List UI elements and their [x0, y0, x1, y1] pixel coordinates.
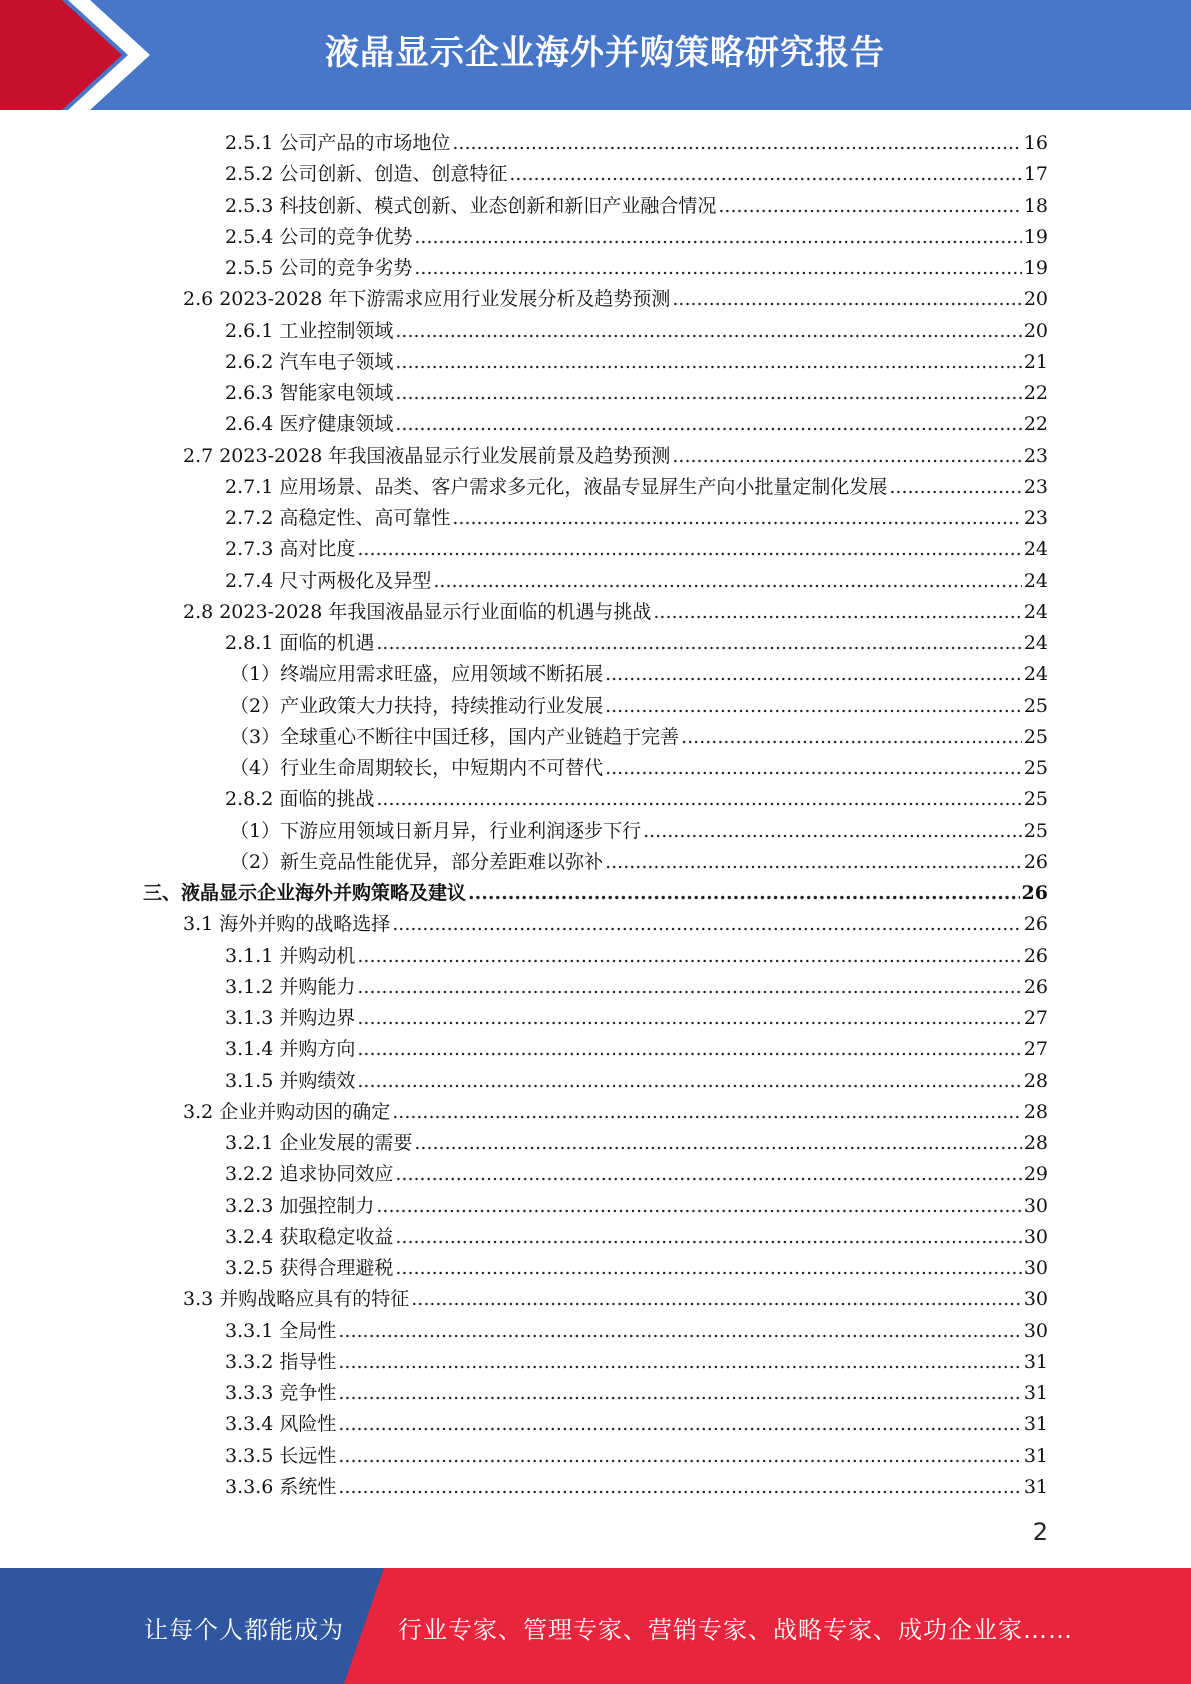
toc-entry-label: 长远性	[279, 1444, 337, 1467]
toc-leader-dots	[392, 909, 1022, 940]
toc-entry-page: 24	[1023, 538, 1048, 561]
toc-leader-dots	[395, 1222, 1021, 1253]
toc-entry-page: 20	[1023, 288, 1048, 311]
toc-entry[interactable]	[230, 722, 1048, 753]
toc-entry-number: 3.2.2	[225, 1163, 274, 1186]
toc-entry-page: 20	[1023, 319, 1048, 342]
toc-leader-dots	[395, 409, 1021, 440]
toc-entry-page: 21	[1023, 350, 1048, 373]
toc-entry-label: 加强控制力	[279, 1194, 375, 1217]
toc-leader-dots	[376, 628, 1021, 659]
toc-entry[interactable]	[183, 1284, 1048, 1315]
toc-leader-dots	[411, 1284, 1022, 1315]
toc-entry[interactable]	[225, 253, 1048, 284]
toc-leader-dots	[605, 847, 1022, 878]
toc-entry-label: 全局性	[279, 1319, 337, 1342]
toc-entry-label: 风险性	[279, 1413, 337, 1436]
toc-entry-label: 尺寸两极化及异型	[279, 569, 432, 592]
page-footer	[0, 1568, 1191, 1684]
toc-entry[interactable]	[225, 347, 1048, 378]
toc-leader-dots	[889, 472, 1021, 503]
toc-leader-dots	[395, 316, 1021, 347]
toc-entry-number: 3.1.1	[225, 944, 274, 967]
toc-entry-page: 26	[1021, 882, 1048, 904]
toc-leader-dots	[395, 1159, 1021, 1190]
toc-entry-page: 31	[1023, 1444, 1048, 1467]
toc-entry-label: 高稳定性、高可靠性	[279, 507, 451, 529]
toc-entry-number: 3.1.5	[225, 1069, 274, 1092]
toc-entry-page: 31	[1023, 1413, 1048, 1436]
toc-entry-number: 3.1.2	[225, 975, 274, 998]
toc-leader-dots	[338, 1347, 1021, 1378]
toc-leader-dots	[392, 1097, 1022, 1128]
toc-entry-page: 24	[1023, 569, 1048, 592]
toc-entry-number: 2.7.4	[225, 569, 274, 592]
toc-entry-number: 3.2.3	[225, 1194, 274, 1217]
toc-leader-dots	[395, 347, 1021, 378]
toc-entry-number: 2.7.2	[225, 507, 274, 529]
toc-entry[interactable]	[225, 566, 1048, 597]
toc-entry[interactable]	[183, 1097, 1048, 1128]
toc-entry-label: 并购动机	[279, 944, 356, 967]
toc-entry-number: 3.2.4	[225, 1225, 274, 1248]
toc-entry-label: 公司创新、创造、创意特征	[279, 163, 508, 186]
toc-entry-number: 2.6.1	[225, 319, 274, 342]
toc-entry-label: 工业控制领域	[279, 319, 394, 342]
toc-entry-label: 公司产品的市场地位	[279, 132, 451, 154]
toc-entry-page: 26	[1023, 975, 1048, 998]
toc-entry-number: 3.3	[183, 1288, 214, 1311]
toc-entry-label: 指导性	[279, 1350, 337, 1373]
toc-entry-page: 30	[1023, 1257, 1048, 1279]
toc-entry[interactable]	[225, 1222, 1048, 1253]
toc-entry-number: 2.7.3	[225, 538, 274, 561]
toc-entry-page: 25	[1023, 819, 1048, 842]
toc-entry[interactable]	[230, 847, 1048, 878]
toc-entry-page: 25	[1023, 725, 1048, 748]
toc-entry-label: 并购绩效	[279, 1069, 356, 1092]
toc-entry-number: 2.5.4	[225, 225, 274, 248]
toc-entry-label: 2023-2028 年我国液晶显示行业面临的机遇与挑战	[219, 600, 652, 623]
toc-entry-page: 24	[1023, 632, 1048, 654]
toc-entry-page: 24	[1023, 600, 1048, 623]
toc-entry-label: 应用场景、品类、客户需求多元化，液晶专显屏生产向小批量定制化发展	[279, 475, 888, 498]
toc-entry-label: 高对比度	[279, 538, 356, 561]
toc-entry-page: 26	[1023, 850, 1048, 873]
toc-leader-dots	[509, 159, 1021, 190]
page-header	[0, 0, 1191, 110]
toc-entry-label: 追求协同效应	[279, 1163, 394, 1186]
toc-entry-label: （1）终端应用需求旺盛，应用领域不断拓展	[230, 663, 604, 686]
toc-entry-label: 公司的竞争劣势	[279, 257, 413, 279]
toc-entry-number: 3.3.3	[225, 1382, 274, 1404]
toc-entry-label: 竞争性	[279, 1382, 337, 1404]
toc-entry[interactable]	[225, 1347, 1048, 1378]
toc-entry-page: 23	[1023, 507, 1048, 529]
toc-leader-dots	[338, 1409, 1021, 1440]
toc-entry-page: 30	[1023, 1225, 1048, 1248]
toc-entry-label: （2）新生竞品性能优异，部分差距难以弥补	[230, 850, 604, 873]
toc-entry-page: 23	[1023, 444, 1048, 467]
toc-entry-label: 2023-2028 年我国液晶显示行业发展前景及趋势预测	[219, 444, 671, 467]
toc-leader-dots	[605, 753, 1022, 784]
toc-leader-dots	[653, 597, 1021, 628]
toc-entry-page: 30	[1023, 1288, 1048, 1311]
toc-entry-page: 28	[1023, 1069, 1048, 1092]
toc-entry-page: 19	[1023, 225, 1048, 248]
toc-entry-page: 24	[1023, 663, 1048, 686]
toc-entry-label: 三、液晶显示企业海外并购策略及建议	[143, 882, 467, 904]
toc-entry-label: 企业并购动因的确定	[219, 1100, 391, 1123]
toc-leader-dots	[605, 691, 1022, 722]
toc-entry-page: 18	[1023, 194, 1048, 217]
toc-entry[interactable]	[230, 659, 1048, 690]
toc-entry[interactable]	[183, 284, 1048, 315]
toc-entry[interactable]	[183, 597, 1048, 628]
toc-entry-label: 汽车电子领域	[279, 350, 394, 373]
toc-entry-label: （2）产业政策大力扶持，持续推动行业发展	[230, 694, 604, 717]
toc-entry-label: （3）全球重心不断往中国迁移，国内产业链趋于完善	[230, 725, 680, 748]
toc-leader-dots	[395, 378, 1021, 409]
toc-entry-number: 2.5.5	[225, 257, 274, 279]
toc-entry-number: 3.3.4	[225, 1413, 274, 1436]
toc-entry[interactable]	[225, 1159, 1048, 1190]
toc-entry-number: 3.2.5	[225, 1257, 274, 1279]
toc-entry[interactable]	[225, 159, 1048, 190]
toc-entry-number: 2.5.3	[225, 194, 274, 217]
toc-leader-dots	[452, 503, 1021, 534]
toc-entry-page: 17	[1023, 163, 1048, 186]
toc-entry-page: 28	[1023, 1100, 1048, 1123]
toc-entry[interactable]	[225, 503, 1048, 534]
toc-entry-page: 16	[1023, 132, 1048, 154]
toc-entry-label: （4）行业生命周期较长，中短期内不可替代	[230, 757, 604, 779]
toc-entry[interactable]	[225, 1472, 1048, 1503]
toc-entry-number: 2.8.2	[225, 788, 274, 811]
toc-entry[interactable]	[225, 972, 1048, 1003]
toc-leader-dots	[357, 1034, 1021, 1065]
toc-leader-dots	[357, 941, 1021, 972]
toc-entry[interactable]	[225, 628, 1048, 659]
toc-entry-number: 3.3.1	[225, 1319, 274, 1342]
toc-entry-page: 30	[1023, 1319, 1048, 1342]
toc-leader-dots	[338, 1316, 1021, 1347]
toc-entry-page: 19	[1023, 257, 1048, 279]
toc-entry-label: 企业发展的需要	[279, 1132, 413, 1154]
footer-slogan-left: 让每个人都能成为	[144, 1616, 344, 1644]
toc-leader-dots	[338, 1472, 1021, 1503]
toc-entry[interactable]	[225, 191, 1048, 222]
toc-entry-number: 2.6.2	[225, 350, 274, 373]
toc-entry[interactable]	[225, 472, 1048, 503]
toc-entry-page: 31	[1023, 1350, 1048, 1373]
toc-entry-number: 2.5.1	[225, 132, 274, 154]
toc-entry-page: 26	[1023, 944, 1048, 967]
toc-leader-dots	[338, 1441, 1021, 1472]
footer-slogan-right: 行业专家、管理专家、营销专家、战略专家、成功企业家……	[398, 1616, 1073, 1644]
toc-entry-number: 3.1	[183, 913, 214, 936]
toc-entry-number: 3.2	[183, 1100, 214, 1123]
toc-entry[interactable]	[230, 753, 1048, 784]
toc-entry-number: 3.1.3	[225, 1007, 274, 1029]
toc-entry-page: 22	[1023, 382, 1048, 404]
toc-leader-dots	[395, 1253, 1021, 1284]
toc-entry-number: 2.6.3	[225, 382, 274, 404]
toc-entry[interactable]	[230, 691, 1048, 722]
report-title: 液晶显示企业海外并购策略研究报告	[325, 33, 885, 73]
toc-entry[interactable]	[225, 534, 1048, 565]
toc-entry[interactable]	[225, 1378, 1048, 1409]
toc-entry[interactable]	[225, 941, 1048, 972]
toc-entry-number: 2.6	[183, 288, 214, 311]
toc-entry-number: 3.3.6	[225, 1475, 274, 1498]
toc-entry-label: 2023-2028 年下游需求应用行业发展分析及趋势预测	[219, 288, 671, 311]
toc-entry[interactable]	[225, 222, 1048, 253]
toc-entry-page: 31	[1023, 1382, 1048, 1404]
toc-leader-dots	[357, 534, 1021, 565]
toc-entry-label: 获取稳定收益	[279, 1225, 394, 1248]
toc-entry-page: 25	[1023, 788, 1048, 811]
toc-entry-number: 2.7	[183, 444, 214, 467]
toc-entry[interactable]	[225, 378, 1048, 409]
toc-leader-dots	[357, 1066, 1021, 1097]
toc-entry-label: 面临的机遇	[279, 632, 375, 654]
toc-entry-label: 海外并购的战略选择	[219, 913, 391, 936]
toc-leader-dots	[672, 441, 1021, 472]
toc-entry-number: 2.5.2	[225, 163, 274, 186]
toc-entry-number: 2.6.4	[225, 413, 274, 436]
toc-leader-dots	[376, 1191, 1021, 1222]
toc-entry[interactable]	[225, 1441, 1048, 1472]
toc-entry[interactable]	[225, 409, 1048, 440]
toc-entry-page: 25	[1023, 694, 1048, 717]
toc-leader-dots	[468, 878, 1020, 909]
toc-leader-dots	[718, 191, 1021, 222]
toc-entry-label: 并购方向	[279, 1038, 356, 1061]
toc-entry[interactable]	[225, 1128, 1048, 1159]
toc-entry-label: 并购能力	[279, 975, 356, 998]
toc-entry[interactable]	[225, 1316, 1048, 1347]
toc-leader-dots	[433, 566, 1021, 597]
toc-entry-label: 公司的竞争优势	[279, 225, 413, 248]
toc-entry[interactable]	[183, 441, 1048, 472]
toc-entry-number: 3.2.1	[225, 1132, 274, 1154]
toc-entry-label: 科技创新、模式创新、业态创新和新旧产业融合情况	[279, 194, 717, 217]
toc-entry[interactable]	[225, 1191, 1048, 1222]
toc-entry-label: 获得合理避税	[279, 1257, 394, 1279]
toc-leader-dots	[643, 816, 1022, 847]
toc-entry-label: 系统性	[279, 1475, 337, 1498]
toc-entry[interactable]	[225, 784, 1048, 815]
toc-entry-label: 并购边界	[279, 1007, 356, 1029]
toc-entry-page: 30	[1023, 1194, 1048, 1217]
toc-entry-page: 25	[1023, 757, 1048, 779]
toc-entry[interactable]	[143, 878, 1048, 909]
toc-entry-label: 医疗健康领域	[279, 413, 394, 436]
toc-leader-dots	[338, 1378, 1021, 1409]
toc-entry[interactable]	[183, 909, 1048, 940]
toc-entry-page: 28	[1023, 1132, 1048, 1154]
toc-entry-page: 26	[1023, 913, 1048, 936]
toc-entry[interactable]	[225, 1253, 1048, 1284]
toc-entry[interactable]	[225, 316, 1048, 347]
toc-leader-dots	[672, 284, 1021, 315]
toc-entry[interactable]	[225, 1003, 1048, 1034]
toc-entry-number: 2.7.1	[225, 475, 274, 498]
toc-entry-number: 3.1.4	[225, 1038, 274, 1061]
toc-entry[interactable]	[225, 128, 1048, 159]
toc-entry-label: 并购战略应具有的特征	[219, 1288, 410, 1311]
toc-entry-label: 面临的挑战	[279, 788, 375, 811]
toc-leader-dots	[414, 1128, 1021, 1159]
toc-leader-dots	[681, 722, 1022, 753]
toc-entry-page: 22	[1023, 413, 1048, 436]
toc-entry[interactable]	[225, 1409, 1048, 1440]
toc-entry-page: 27	[1023, 1038, 1048, 1061]
toc-entry-page: 27	[1023, 1007, 1048, 1029]
toc-leader-dots	[357, 1003, 1021, 1034]
toc-leader-dots	[452, 128, 1021, 159]
toc-leader-dots	[357, 972, 1021, 1003]
toc-entry-number: 2.8.1	[225, 632, 274, 654]
toc-entry[interactable]	[225, 1066, 1048, 1097]
toc-entry-page: 23	[1023, 475, 1048, 498]
toc-leader-dots	[376, 784, 1021, 815]
toc-entry-label: （1）下游应用领域日新月异，行业利润逐步下行	[230, 819, 642, 842]
toc-entry-number: 2.8	[183, 600, 214, 623]
toc-entry-label: 智能家电领域	[279, 382, 394, 404]
toc-entry[interactable]	[225, 1034, 1048, 1065]
toc-leader-dots	[414, 253, 1021, 284]
toc-entry-number: 3.3.2	[225, 1350, 274, 1373]
toc-leader-dots	[414, 222, 1021, 253]
toc-entry-page: 31	[1023, 1475, 1048, 1498]
toc-entry-page: 29	[1023, 1163, 1048, 1186]
toc-leader-dots	[605, 659, 1022, 690]
page-number: 2	[1032, 1518, 1048, 1546]
toc-entry-number: 3.3.5	[225, 1444, 274, 1467]
toc-entry[interactable]	[230, 816, 1048, 847]
